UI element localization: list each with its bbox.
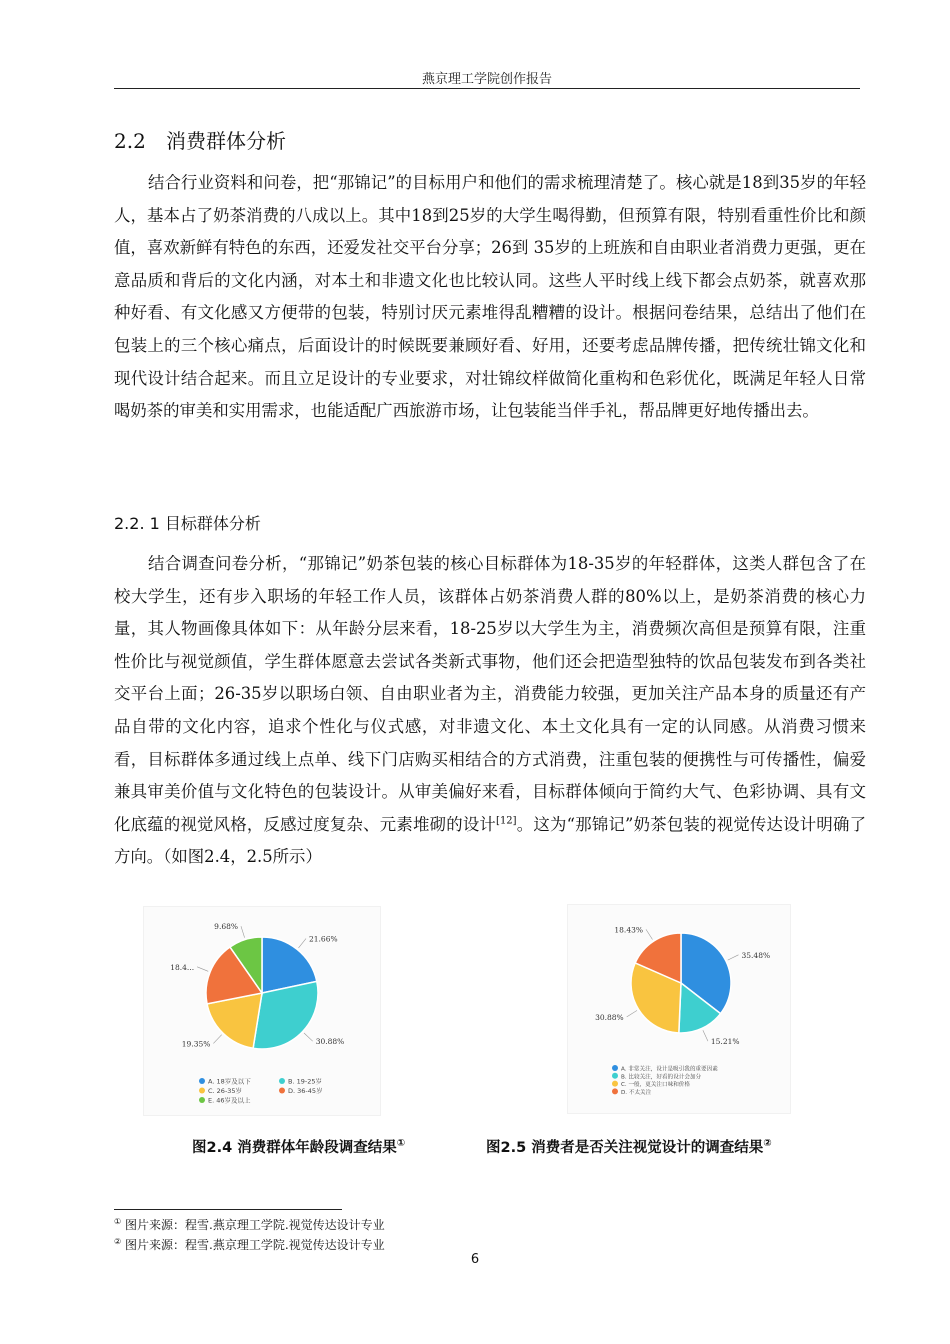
- leader-line: [213, 1035, 221, 1044]
- legend-swatch: [199, 1097, 205, 1103]
- citation-ref[interactable]: [12]: [496, 815, 517, 827]
- section-heading: [114, 125, 286, 154]
- slice-value-label: 30.88%: [595, 1012, 624, 1022]
- leader-line: [627, 1011, 637, 1017]
- footnote-text: 图片来源：程雪.燕京理工学院.视觉传达设计专业: [125, 1218, 385, 1232]
- slice-value-label: 9.68%: [214, 922, 238, 932]
- section-title: 消费群体分析: [166, 129, 286, 153]
- subsection-heading: 2.2. 1 目标群体分析: [114, 514, 261, 533]
- visual-attention-pie-chart: [567, 904, 791, 1114]
- legend-label: D. 36-45岁: [288, 1087, 323, 1095]
- running-header: 燕京理工学院创作报告: [421, 72, 552, 87]
- caption-text: 图2.5 消费者是否关注视觉设计的调查结果: [486, 1140, 764, 1156]
- legend-swatch: [279, 1078, 285, 1084]
- legend-label: B. 19-25岁: [288, 1077, 322, 1086]
- footnote-mark: ②: [114, 1237, 122, 1246]
- legend-label: B. 比较关注，好看的设计会加分: [621, 1074, 702, 1081]
- footnote-1: [114, 1216, 385, 1233]
- legend-label: C. 一般，更关注口味和价格: [621, 1082, 690, 1089]
- footnote-mark[interactable]: ①: [396, 1138, 406, 1150]
- slice-value-label: 35.48%: [741, 950, 771, 960]
- footnote-2: [114, 1236, 385, 1253]
- slice-value-label: 21.66%: [309, 934, 338, 944]
- leader-line: [304, 1033, 313, 1041]
- legend-swatch: [612, 1081, 618, 1087]
- legend-label: A. 非常关注，设计是吸引我的重要因素: [621, 1066, 718, 1073]
- legend-label: D. 不太关注: [621, 1089, 652, 1096]
- legend-swatch: [612, 1065, 618, 1071]
- leader-line: [703, 1030, 708, 1041]
- leader-line: [241, 926, 245, 938]
- slice-value-label: 30.88%: [315, 1037, 345, 1047]
- body-paragraph-1: 结合行业资料和问卷，把“那锦记”的目标用户和他们的需求梳理清楚了。核心就是18到35岁的年轻人，基本占了奶茶消费的八成以上。其中18到25岁的大学生喝得勤，但预算有限，特别看重性价比和颜值，喜欢新鲜有特色的东西，还爱发社交平台分享；26到 35岁的上班族和自由职业者消费力更强，更在意品质和背后的文化内涵，对本土和非遗文化也比较认同。这些人平时线上线下都会点奶茶，就喜欢那种好看、有文化感又方便带的包装，特别讨厌元素堆得乱糟糟的设计。根据问卷结果，总结出了他们在包装上的三个核心痛点，后面设计的时候既要兼顾好看、好用，还要考虑品牌传播，把传统壮锦文化和现代设计结合起来。而且立足设计的专业要求，对壮锦纹样做简化重构和色彩优化，既满足年轻人日常喝奶茶的审美和实用需求，也能适配广西旅游市场，让包装能当伴手礼，帮品牌更好地传播出去。: [114, 173, 866, 421]
- legend-label: C. 26-35岁: [208, 1087, 243, 1095]
- slice-value-label: 19.35%: [181, 1039, 211, 1049]
- figure-caption-2-5: [486, 1136, 772, 1157]
- footnote-mark: ①: [114, 1217, 122, 1226]
- footnote-text: 图片来源：程雪.燕京理工学院.视觉传达设计专业: [125, 1238, 385, 1252]
- leader-line: [299, 939, 307, 948]
- leader-line: [197, 967, 208, 972]
- slice-value-label: 18.4...: [170, 962, 195, 972]
- legend-label: A. 18岁及以下: [208, 1077, 251, 1086]
- slice-value-label: 18.43%: [614, 925, 643, 935]
- footnote-rule: [114, 1209, 342, 1210]
- legend-swatch: [199, 1078, 205, 1084]
- page-number: 6: [470, 1252, 480, 1267]
- footnote-mark[interactable]: ②: [763, 1138, 772, 1150]
- legend-swatch: [199, 1088, 205, 1094]
- paragraph-text-end: 。这为“那锦记”奶茶包装的视觉传达设计明确了方向。（如图2.4，2.5所示）: [114, 814, 866, 867]
- figure-caption-2-4: [192, 1136, 405, 1157]
- caption-text: 图2.4 消费群体年龄段调查结果: [192, 1140, 397, 1156]
- slice-value-label: 15.21%: [710, 1037, 740, 1047]
- legend-swatch: [612, 1088, 618, 1094]
- legend-swatch: [279, 1088, 285, 1094]
- section-number: 2.2: [114, 129, 146, 153]
- leader-line: [646, 929, 653, 939]
- age-pie-chart: [143, 906, 381, 1116]
- legend-swatch: [612, 1073, 618, 1079]
- leader-line: [728, 955, 739, 960]
- body-paragraph-2: [114, 548, 866, 874]
- header-rule: [114, 88, 860, 89]
- legend-label: E. 46岁及以上: [208, 1096, 251, 1105]
- paragraph-text: 结合调查问卷分析，“那锦记”奶茶包装的核心目标群体为18-35岁的年轻群体，这类人群包含了在校大学生，还有步入职场的年轻工作人员，该群体占奶茶消费人群的80%以上，是奶茶消费的核心力量，其人物画像具体如下：从年龄分层来看，18-25岁以大学生为主，消费频次高但是预算有限，注重性价比与视觉颜值，学生群体愿意去尝试各类新式事物，他们还会把造型独特的饮品包装发布到各类社交平台上面；26-35岁以职场白领、自由职业者为主，消费能力较强，更加关注产品本身的质量还有产品自带的文化内容，追求个性化与仪式感，对非遗文化、本土文化具有一定的认同感。从消费习惯来看，目标群体多通过线上点单、线下门店购买相结合的方式消费，注重包装的便携性与可传播性，偏爱兼具审美价值与文化特色的包装设计。从审美偏好来看，目标群体倾向于简约大气、色彩协调、具有文化底蕴的视觉风格，反感过度复杂、元素堆砌的设计: [114, 554, 866, 834]
